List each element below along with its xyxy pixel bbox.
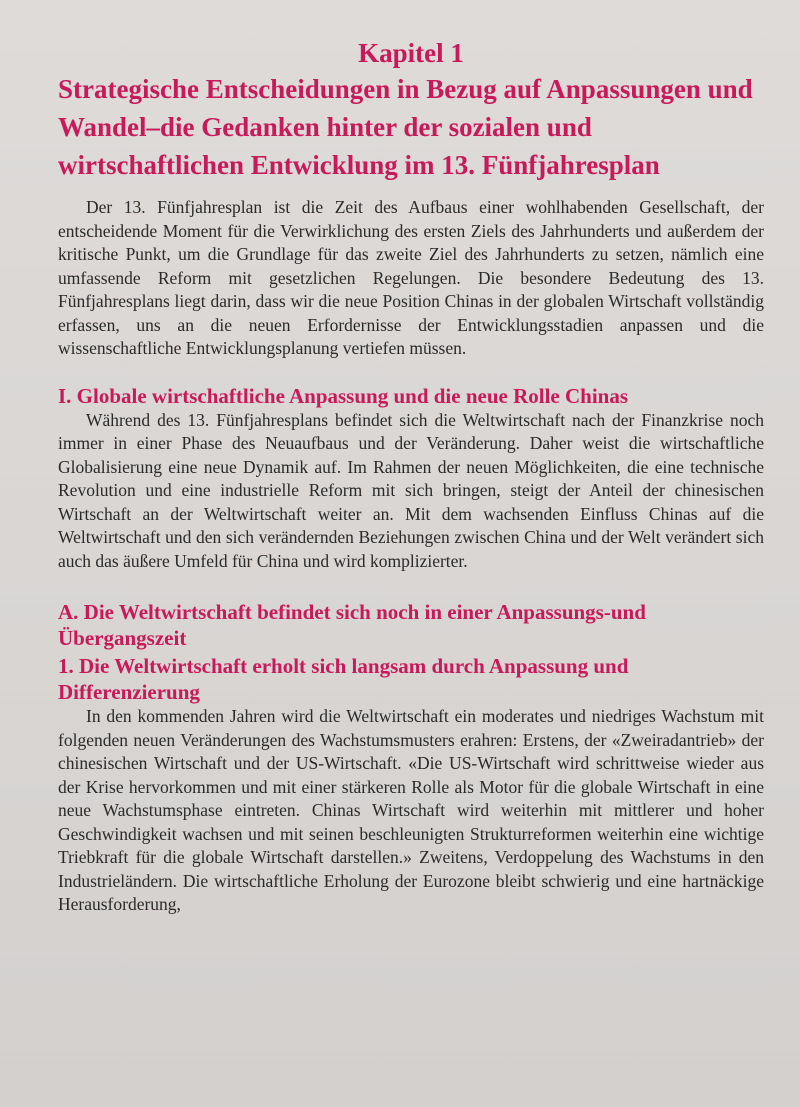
intro-paragraph: Der 13. Fünfjahresplan ist die Zeit des Aufbaus einer wohlhabenden Gesellschaft, der entscheidende Moment für die Verwirklichung des ersten Ziels des Jahrhunderts und außerdem der kritische Punkt, um die Grundlage für das zweite Ziel des Jahrhunderts zu setzen, nämlich eine umfassende Reform mit gesetzlichen Regelungen. Die besondere Bedeutung des 13. Fünfjahresplans liegt darin, dass wir die neue Position Chinas in der globalen Wirtschaft vollständig erfassen, uns an die neuen Erfordernisse der Entwicklungsstadien anpassen und die wissenschaftliche Entwicklungsplanung vertiefen müssen. xyxy=(58,197,764,358)
subsection-paragraph: In den kommenden Jahren wird die Weltwirtschaft ein moderates und niedriges Wachstum mit folgenden neuen Veränderungen des Wachstumsmusters erahren: Erstens, der «Zweiradantrieb» der chinesischen Wirtschaft und der US-Wirtschaft. «Die US-Wirtschaft wird schrittweise wieder aus der Krise hervorkommen und mit einer stärkeren Rolle als Motor für die globale Wirtschaft in eine neue Wachstumsphase eintreten. Chinas Wirtschaft wird weiterhin mit mittlerer und hoher Geschwindigkeit wachsen und mit seinen beschleunigten Strukturreformen weiterhin eine wichtige Triebkraft für die globale Wirtschaft darstellen.» Zweitens, Verdoppelung des Wachstums in den Industrieländern. Die wirtschaftliche Erholung der Eurozone bleibt schwierig und eine hartnäckige Herausforderung, xyxy=(58,706,764,914)
subsubsection-heading: 1. Die Weltwirtschaft erholt sich langsam durch Anpassung und Differenzierung xyxy=(58,654,629,704)
chapter-label: Kapitel 1 xyxy=(358,38,464,68)
section-heading: I. Globale wirtschaftliche Anpassung und die neue Rolle Chinas xyxy=(58,383,629,408)
section-paragraph: Während des 13. Fünfjahresplans befindet sich die Weltwirtschaft nach der Finanzkrise noch immer in einer Phase des Neuaufbaus und der Veränderung. Daher weist die wirtschaftliche Globalisierung eine neue Dynamik auf. Im Rahmen der neuen Möglichkeiten, die eine technische Revolution und eine industrielle Reform mit sich bringen, steigt der Anteil der chinesischen Wirtschaft an der Weltwirtschaft weiter an. Mit dem wachsenden Einfluss Chinas auf die Weltwirtschaft und den sich verändernden Beziehungen zwischen China und der Welt verändert sich auch das äußere Umfeld für China und wird komplizierter. xyxy=(58,409,764,571)
subsection-heading: A. Die Weltwirtschaft befindet sich noch in einer Anpassungs-und Übergangszeit xyxy=(58,600,646,650)
chapter-title: Strategische Entscheidungen in Bezug auf Anpassungen und Wandel–die Gedanken hinter der sozialen und wirtschaftlichen Entwicklung im 13. Fünfjahresplan xyxy=(58,74,753,180)
